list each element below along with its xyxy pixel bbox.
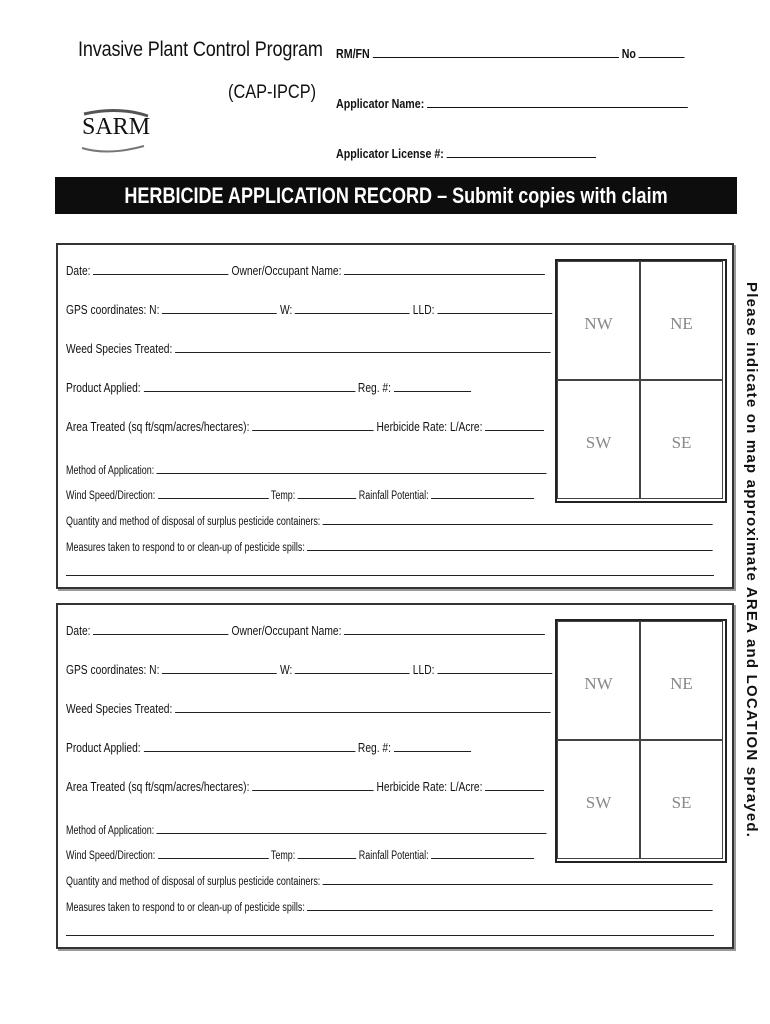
date-owner-row: [66, 623, 545, 638]
gps-n-label: GPS coordinates: N:: [66, 303, 160, 317]
gps-w-field[interactable]: [295, 302, 410, 314]
nw-label: NW: [584, 674, 613, 693]
gps-row: [66, 302, 552, 317]
date-label: Date:: [66, 264, 91, 278]
side-instruction-text: Please indicate on map approximate AREA and LOCATION sprayed.: [743, 282, 760, 839]
spills-label: Measures taken to respond to or clean-up of pesticide spills:: [66, 542, 305, 554]
map-quadrant-se[interactable]: [640, 740, 723, 859]
wind-field[interactable]: [158, 847, 269, 859]
no-label: No: [621, 46, 636, 61]
area-label: Area Treated (sq ft/sqm/acres/hectares):: [66, 780, 250, 794]
map-quadrant-sw[interactable]: [557, 380, 640, 499]
se-label: SE: [671, 433, 692, 452]
rate-label: Herbicide Rate: L/Acre:: [376, 420, 483, 434]
gps-n-field[interactable]: [162, 662, 277, 674]
rm-fn-row: [336, 45, 685, 61]
weed-label: Weed Species Treated:: [66, 702, 173, 716]
location-map: [555, 619, 727, 863]
date-owner-row: [66, 263, 545, 278]
date-label: Date:: [66, 624, 91, 638]
applicator-license-row: [336, 145, 596, 161]
spills-label: Measures taken to respond to or clean-up of pesticide spills:: [66, 902, 305, 914]
rm-fn-field[interactable]: [373, 45, 619, 58]
area-field[interactable]: [252, 779, 373, 791]
applicator-license-label: Applicator License #:: [336, 146, 444, 161]
side-instruction: [742, 282, 762, 842]
map-quadrant-nw[interactable]: [557, 261, 640, 380]
disposal-row: [66, 513, 713, 528]
lld-label: LLD:: [412, 303, 435, 317]
lld-label: LLD:: [412, 663, 435, 677]
weed-field[interactable]: [175, 341, 551, 353]
map-quadrant-sw[interactable]: [557, 740, 640, 859]
product-row: [66, 740, 471, 755]
spills-continuation-line[interactable]: [66, 935, 714, 936]
disposal-label: Quantity and method of disposal of surplus pesticide containers:: [66, 516, 321, 528]
product-label: Product Applied:: [66, 381, 141, 395]
spills-row: [66, 539, 713, 554]
area-row: [66, 779, 544, 794]
temp-field[interactable]: [298, 847, 357, 859]
weather-row: [66, 847, 534, 862]
location-map: [555, 259, 727, 503]
gps-n-label: GPS coordinates: N:: [66, 663, 160, 677]
applicator-license-field[interactable]: [447, 145, 596, 158]
application-record-2: [56, 603, 734, 949]
temp-label: Temp:: [270, 490, 296, 502]
lld-field[interactable]: [437, 662, 552, 674]
nw-label: NW: [584, 314, 613, 333]
weed-row: [66, 701, 551, 716]
program-code: (CAP-IPCP): [228, 82, 317, 103]
date-field[interactable]: [93, 623, 228, 635]
reg-field[interactable]: [394, 380, 471, 392]
owner-field[interactable]: [344, 623, 545, 635]
logo-text: SARM: [82, 114, 151, 140]
spills-field[interactable]: [307, 899, 713, 911]
product-label: Product Applied:: [66, 741, 141, 755]
gps-w-label: W:: [279, 303, 293, 317]
area-row: [66, 419, 544, 434]
date-field[interactable]: [93, 263, 228, 275]
rain-field[interactable]: [431, 847, 534, 859]
wind-field[interactable]: [158, 487, 269, 499]
sw-label: SW: [585, 433, 612, 452]
rate-field[interactable]: [485, 419, 544, 431]
gps-w-field[interactable]: [295, 662, 410, 674]
applicator-name-row: [336, 95, 688, 111]
no-field[interactable]: [639, 45, 685, 58]
spills-continuation-line[interactable]: [66, 575, 714, 576]
method-field[interactable]: [157, 822, 547, 834]
applicator-name-label: Applicator Name:: [336, 96, 425, 111]
method-row: [66, 462, 547, 477]
rain-label: Rainfall Potential:: [358, 850, 429, 862]
gps-row: [66, 662, 552, 677]
product-field[interactable]: [144, 380, 356, 392]
sarm-logo: [78, 108, 158, 156]
reg-label: Reg. #:: [357, 381, 391, 395]
applicator-name-field[interactable]: [427, 95, 688, 108]
rain-field[interactable]: [431, 487, 534, 499]
method-label: Method of Application:: [66, 465, 155, 477]
product-field[interactable]: [144, 740, 356, 752]
sw-label: SW: [585, 793, 612, 812]
disposal-field[interactable]: [323, 513, 713, 525]
reg-field[interactable]: [394, 740, 471, 752]
wind-label: Wind Speed/Direction:: [66, 490, 156, 502]
product-row: [66, 380, 471, 395]
weed-label: Weed Species Treated:: [66, 342, 173, 356]
map-quadrant-nw[interactable]: [557, 621, 640, 740]
disposal-field[interactable]: [323, 873, 713, 885]
rm-fn-label: RM/FN: [336, 46, 370, 61]
se-label: SE: [671, 793, 692, 812]
program-title: Invasive Plant Control Program: [78, 38, 323, 61]
weather-row: [66, 487, 534, 502]
wind-label: Wind Speed/Direction:: [66, 850, 156, 862]
weed-row: [66, 341, 551, 356]
spills-field[interactable]: [307, 539, 713, 551]
temp-field[interactable]: [298, 487, 357, 499]
gps-n-field[interactable]: [162, 302, 277, 314]
disposal-label: Quantity and method of disposal of surplus pesticide containers:: [66, 876, 321, 888]
application-record-1: [56, 243, 734, 589]
gps-w-label: W:: [279, 663, 293, 677]
method-label: Method of Application:: [66, 825, 155, 837]
rain-label: Rainfall Potential:: [358, 490, 429, 502]
area-label: Area Treated (sq ft/sqm/acres/hectares):: [66, 420, 250, 434]
lld-field[interactable]: [437, 302, 552, 314]
method-field[interactable]: [157, 462, 547, 474]
record-banner: [55, 177, 737, 214]
banner-text: HERBICIDE APPLICATION RECORD – Submit copies with claim: [124, 183, 668, 208]
ne-label: NE: [670, 314, 693, 333]
map-quadrant-ne[interactable]: [640, 261, 723, 380]
rate-label: Herbicide Rate: L/Acre:: [376, 780, 483, 794]
spills-row: [66, 899, 713, 914]
map-quadrant-ne[interactable]: [640, 621, 723, 740]
weed-field[interactable]: [175, 701, 551, 713]
map-quadrant-se[interactable]: [640, 380, 723, 499]
disposal-row: [66, 873, 713, 888]
ne-label: NE: [670, 674, 693, 693]
area-field[interactable]: [252, 419, 373, 431]
owner-field[interactable]: [344, 263, 545, 275]
rate-field[interactable]: [485, 779, 544, 791]
owner-label: Owner/Occupant Name:: [231, 264, 342, 278]
method-row: [66, 822, 547, 837]
reg-label: Reg. #:: [357, 741, 391, 755]
temp-label: Temp:: [270, 850, 296, 862]
owner-label: Owner/Occupant Name:: [231, 624, 342, 638]
